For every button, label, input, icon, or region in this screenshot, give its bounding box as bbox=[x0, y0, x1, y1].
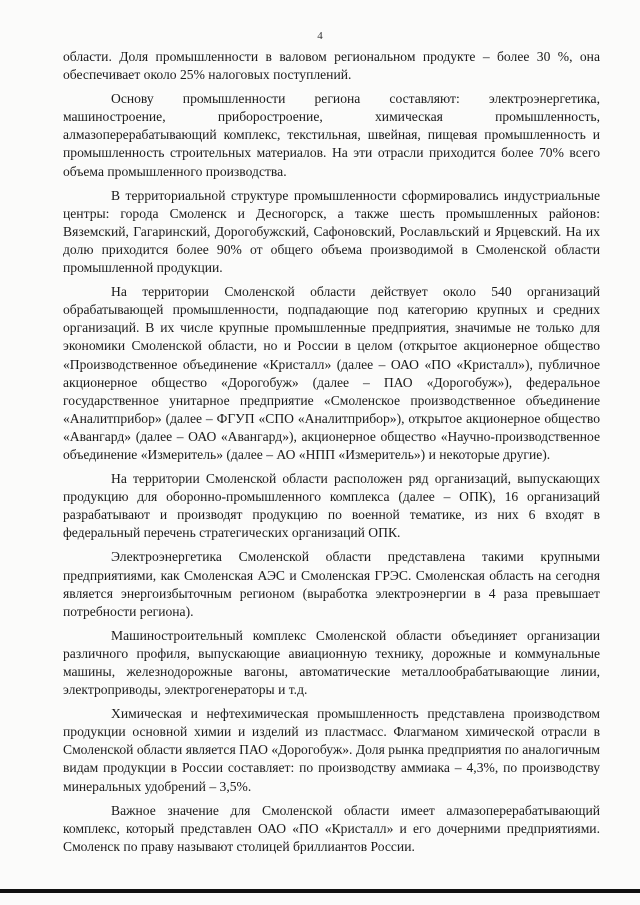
paragraph-territorial-structure: В территориальной структуре промышленности сформировались индустриальные центры: города Смоленск и Десногорск, а также шесть промышленных районов: Вяземский, Гагаринский, Дорогобужский, Сафоновский, Рославльский и Ярцевский. На их долю приходится более 90% от общего объема производимой в Смоленской области промышленной продукции. bbox=[63, 187, 600, 276]
paragraph-manufacturing-organizations: На территории Смоленской области действует около 540 организаций обрабатывающей промышленности, подпадающие под категорию крупных и средних организаций. В их числе крупные промышленные предприятия, значимые не только для экономики Смоленской области, но и России в целом (открытое акционерное общество «Производственное объединение «Кристалл» (далее – ОАО «ПО «Кристалл»), публичное акционерное общество «Дорогобуж» (далее – ПАО «Дорогобуж»), федеральное государственное унитарное предприятие «Смоленское производственное объединение «Аналитприбор» (далее – ФГУП «СПО «Аналитприбор»), открытое акционерное общество «Авангард» (далее – ОАО «Авангард»), акционерное общество «Научно-производственное объединение «Измеритель» (далее – АО «НПП «Измеритель») и некоторые другие). bbox=[63, 284, 600, 462]
paragraph-industry-basis: Основу промышленности региона составляют: электроэнергетика, машиностроение, приборостроение, химическая промышленность, алмазоперерабатывающий комплекс, текстильная, швейная, пищевая промышленность и промышленность строительных материалов. На эти отрасли приходится более 70% всего объема промышленного производства. bbox=[63, 91, 600, 179]
paragraph-electric-power: Электроэнергетика Смоленской области представлена такими крупными предприятиями, как Смоленская АЭС и Смоленская ГРЭС. Смоленская область на сегодня является энергоизбыточным регионом (выработка электроэнергии в 4 раза превышает потребности региона). bbox=[63, 549, 600, 619]
document-body bbox=[63, 48, 600, 856]
paragraph-tax-share: области. Доля промышленности в валовом региональном продукте – более 30 %, она обеспечивает около 25% налоговых поступлений. bbox=[63, 49, 600, 83]
page-number: 4 bbox=[317, 30, 323, 42]
bottom-scan-edge bbox=[0, 889, 640, 893]
paragraph-defense-industry: На территории Смоленской области расположен ряд организаций, выпускающих продукцию для оборонно-промышленного комплекса (далее – ОПК), 16 организаций разрабатывают и производят продукцию по военной тематике, из них 6 входят в федеральный перечень стратегических организаций ОПК. bbox=[63, 471, 600, 541]
paragraph-chemical-industry: Химическая и нефтехимическая промышленность представлена производством продукции основной химии и изделий из пластмасс. Флагманом химической отрасли в Смоленской области является ПАО «Дорогобуж». Доля рынка предприятия по аналогичным видам продукции в России составляет: по производству аммиака – 4,3%, по производству минеральных удобрений – 3,5%. bbox=[63, 706, 600, 794]
paragraph-machine-building: Машиностроительный комплекс Смоленской области объединяет организации различного профиля, выпускающие авиационную технику, дорожные и коммунальные машины, железнодорожные вагоны, автоматические металлообрабатывающие линии, электроприводы, электрогенераторы и т.д. bbox=[63, 627, 600, 698]
paragraph-diamond-processing: Важное значение для Смоленской области имеет алмазоперерабатывающий комплекс, который представлен ОАО «ПО «Кристалл» и его дочерними предприятиями. Смоленск по праву называют столицей бриллиантов России. bbox=[63, 802, 600, 854]
